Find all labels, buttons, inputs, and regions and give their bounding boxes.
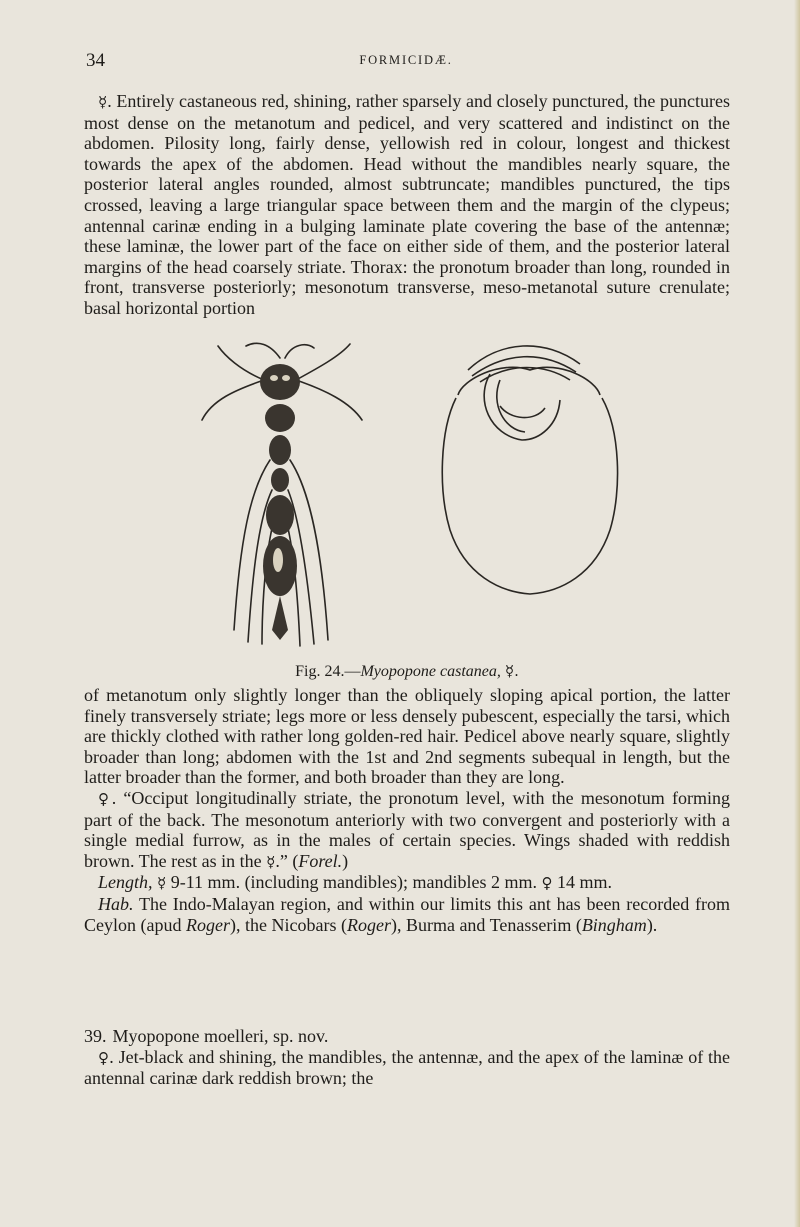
- habitat-text-1: The Indo-Malayan region, and within our limits this ant has been recorded from Ceylon (apud: [84, 893, 730, 935]
- female-paragraph: [84, 788, 730, 872]
- female-text: . “Occiput longitudinally striate, the pronotum level, with the mesonotum forming part of the back. The mesonotum anteriorly with two convergent and posteriorly with a single medial furrow, as in the males of certain species. Wings shaded with reddish brown. The rest as in the: [84, 787, 730, 871]
- species-39-number: 39.: [84, 1026, 107, 1046]
- ant-illustration: [200, 340, 650, 650]
- worker-symbol: ☿: [98, 93, 108, 111]
- species-39-paragraph: [84, 1047, 730, 1089]
- species-39-name: Myopopone moelleri: [112, 1026, 264, 1046]
- ant-body-icon: [260, 364, 300, 640]
- mandibles-icon: [246, 343, 314, 358]
- length-female-value: 14 mm.: [557, 872, 613, 893]
- female-text-symbol: ☿: [266, 852, 276, 871]
- habitat-author-3: Bingham: [581, 914, 647, 935]
- worker-paragraph: [84, 91, 730, 319]
- running-head: [86, 50, 726, 74]
- page-number: 34: [86, 50, 105, 71]
- length-female-symbol: ♀: [541, 874, 553, 893]
- female-text-close: ): [342, 850, 349, 871]
- caption-species: Myopopone castanea,: [360, 663, 501, 680]
- length-worker-value: 9-11 mm. (including mandibles); mandibles 2 mm.: [170, 872, 538, 893]
- length-label: Length,: [98, 872, 153, 893]
- continued-description: [84, 685, 730, 935]
- caption-prefix: Fig. 24.—: [295, 663, 361, 680]
- habitat-text-2: ), the Nicobars (: [229, 914, 347, 935]
- running-title: FORMICIDÆ.: [359, 53, 453, 67]
- species-39-entry: [84, 1026, 730, 1089]
- female-symbol: ♀: [98, 789, 112, 808]
- species-39-suffix: , sp. nov.: [263, 1026, 329, 1046]
- worker-text: . Entirely castaneous red, shining, rather sparsely and closely punctured, the punctures most dense on the metanotum and pedicel, and very scattered and indistinct on the abdomen. Pilosity long, fairly dense, yellowish red in colour, longest and thickest towards the apex of the abdomen. Head without the mandibles nearly square, the posterior lateral angles rounded, almost subtruncate; mandibles punctured, the tips crossed, leaving a large triangular space between them and the margin of the clypeus; antennal carinæ ending in a bulging laminate plate covering the base of the antennæ; these laminæ, the lower part of the face on either side of them, and the posterior lateral margins of the head coarsely striate. Thorax: the pronotum broader than long, rounded in front, transverse posteriorly; mesonotum transverse, meso-metanotal suture crenulate; basal horizontal portion: [84, 91, 730, 318]
- habitat-text-3: ), Burma and Tenasserim (: [390, 914, 582, 935]
- caption-symbol: ☿.: [504, 662, 519, 680]
- continuation-paragraph: of metanotum only slightly longer than the obliquely sloping apical portion, the latter finely transversely striate; legs more or less densely pubescent, especially the tarsi, which are thickly clothed with rather long golden-red hair. Pedicel above nearly square, slightly broader than long; abdomen with the 1st and 2nd segments subequal in length, but the latter broader than the former, and both broader than they are long.: [84, 685, 730, 788]
- length-worker-symbol: ☿: [157, 874, 167, 893]
- species-39-text: . Jet-black and shining, the mandibles, the antennæ, and the apex of the laminæ of the antennal carinæ dark reddish brown; the: [84, 1046, 730, 1089]
- worker-description: [84, 91, 730, 319]
- female-text-after: .” (: [275, 850, 299, 871]
- species-39-heading: [84, 1026, 730, 1047]
- figure-caption: [84, 662, 730, 681]
- length-paragraph: [84, 872, 730, 894]
- habitat-text-4: ).: [646, 914, 658, 935]
- habitat-paragraph: [84, 894, 730, 935]
- habitat-author-1: Roger: [185, 914, 230, 935]
- female-author: Forel.: [298, 850, 343, 871]
- head-outline-icon: [442, 346, 617, 594]
- species-39-symbol: ♀: [98, 1048, 110, 1067]
- habitat-label: Hab.: [98, 893, 134, 914]
- ant-figure-svg: [200, 340, 650, 650]
- habitat-author-2: Roger: [346, 914, 391, 935]
